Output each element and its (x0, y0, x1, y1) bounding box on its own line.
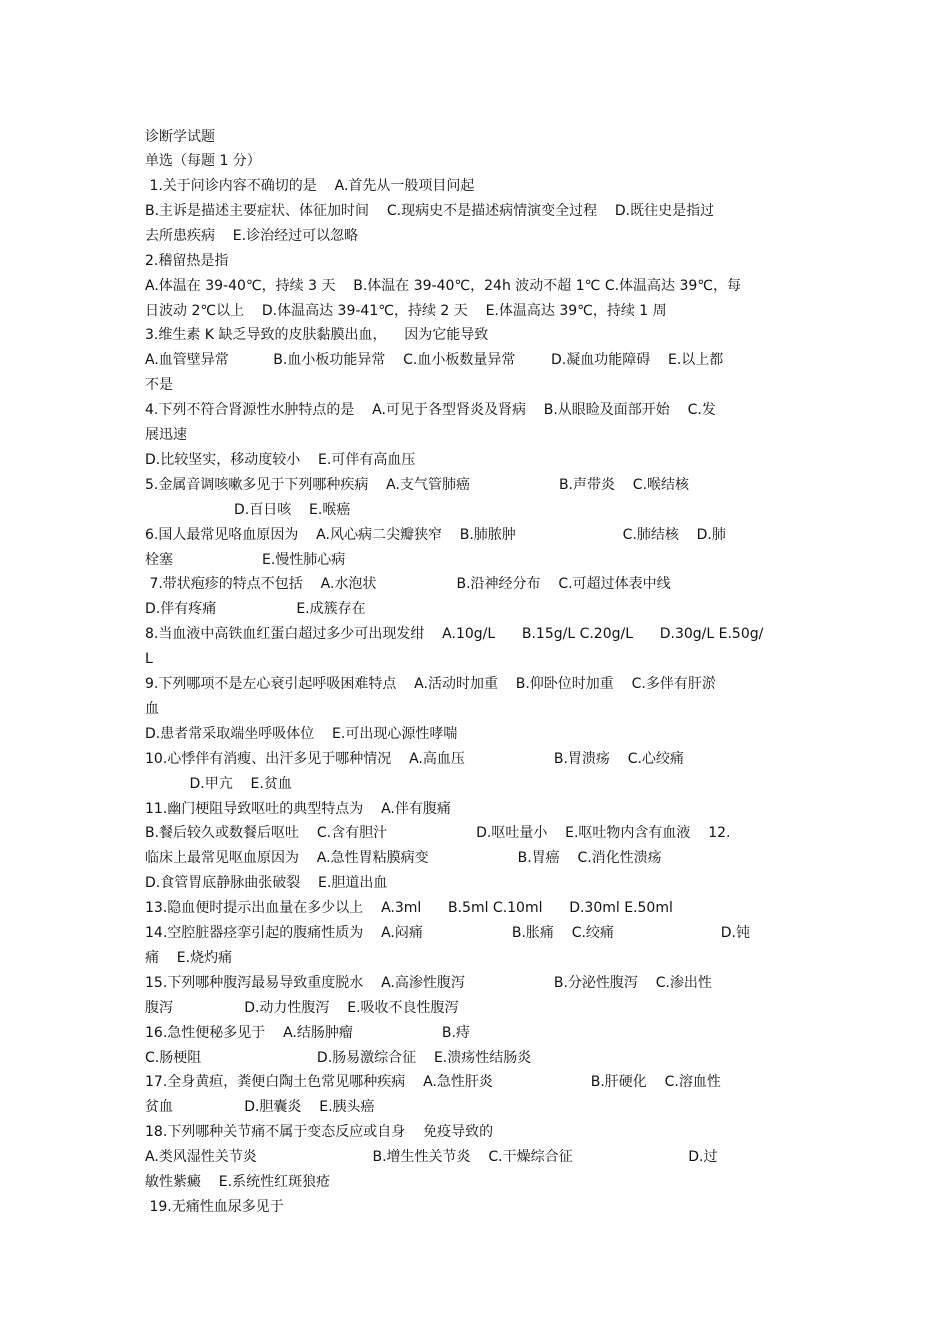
text-line: 日波动 2℃以上 D.体温高达 39-41℃，持续 2 天 E.体温高达 39℃，持续 1 周 (145, 302, 667, 319)
text-line: D.伴有疼痛 E.成簇存在 (145, 601, 366, 618)
text-line: 4.下列不符合肾源性水肿特点的是 A.可见于各型肾炎及肾病 B.从眼睑及面部开始 C.发 (145, 402, 716, 419)
text-line: 栓塞 E.慢性肺心病 (145, 551, 346, 568)
text-line: 5.金属音调咳嗽多见于下列哪种疾病 A.支气管肺癌 B.声带炎 C.喉结核 (145, 476, 690, 493)
text-line: 血 (145, 700, 159, 717)
text-line: 1.关于问诊内容不确切的是 A.首先从一般项目问起 (145, 178, 475, 194)
text-line: 贫血 D.胆囊炎 E.胰头癌 (145, 1099, 375, 1116)
text-line: A.类风湿性关节炎 B.增生性关节炎 C.干燥综合征 D.过 (145, 1149, 718, 1166)
text-line: 17.全身黄疸，粪便白陶土色常见哪种疾病 A.急性肝炎 B.肝硬化 C.溶血性 (145, 1074, 721, 1091)
text-line: D.百日咳 E.喉癌 (145, 501, 351, 518)
text-line: 9.下列哪项不是左心衰引起呼吸困难特点 A.活动时加重 B.仰卧位时加重 C.多伴有肝淤 (145, 676, 716, 692)
text-line: 18.下列哪种关节痛不属于变态反应或自身 免疫导致的 (145, 1124, 494, 1141)
text-line: 10.心悸伴有消瘦、出汗多见于哪种情况 A.高血压 B.胃溃疡 C.心绞痛 (145, 750, 684, 767)
text-line: A.体温在 39-40℃，持续 3 天 B.体温在 39-40℃，24h 波动不超 1℃ C.体温高达 39℃，每 (145, 277, 742, 294)
text-line: D.食管胃底静脉曲张破裂 E.胆道出血 (145, 875, 388, 892)
text-line: 去所患疾病 E.诊治经过可以忽略 (145, 227, 359, 244)
text-line: L (145, 651, 153, 668)
text-line: 3.维生素 K 缺乏导致的皮肤黏膜出血， 因为它能导致 (145, 327, 489, 344)
text-line: 8.当血液中高铁血红蛋白超过多少可出现发绀 A.10g/L B.15g/L C.20g/L D.30g/L E.50g/ (145, 626, 764, 643)
text-line: 13.隐血便时提示出血量在多少以上 A.3ml B.5ml C.10ml D.30ml E.50ml (145, 900, 673, 917)
text-line: 11.幽门梗阻导致呕吐的典型特点为 A.伴有腹痛 (145, 800, 451, 817)
text-line: D.甲亢 E.贫血 (145, 775, 292, 792)
text-line: 6.国人最常见咯血原因为 A.风心病二尖瓣狭窄 B.肺脓肿 C.肺结核 D.肺 (145, 526, 726, 543)
text-line: 2.稽留热是指 (145, 252, 229, 269)
text-line: 16.急性便秘多见于 A.结肠肿瘤 B.痔 (145, 1024, 470, 1041)
text-line: 痛 E.烧灼痛 (145, 949, 233, 966)
text-line: A.血管壁异常 B.血小板功能异常 C.血小板数量异常 D.凝血功能障碍 E.以上都 (145, 352, 724, 369)
text-line: C.肠梗阻 D.肠易激综合征 E.溃疡性结肠炎 (145, 1049, 532, 1066)
text-line: 19.无痛性血尿多见于 (145, 1198, 284, 1215)
text-line: 展迅速 (145, 427, 187, 443)
text-line: 腹泻 D.动力性腹泻 E.吸收不良性腹泻 (145, 999, 459, 1016)
text-line: 7.带状疱疹的特点不包括 A.水泡状 B.沿神经分布 C.可超过体表中线 (145, 576, 671, 593)
text-line: B.主诉是描述主要症状、体征加时间 C.现病史不是描述病情演变全过程 D.既往史是指过 (145, 202, 715, 219)
text-line: 临床上最常见呕血原因为 A.急性胃粘膜病变 B.胃癌 C.消化性溃疡 (145, 850, 662, 867)
text-line: 14.空腔脏器痉挛引起的腹痛性质为 A.闷痛 B.胀痛 C.绞痛 D.钝 (145, 925, 750, 941)
section-heading: 单选（每题 1 分） (145, 153, 261, 169)
text-line: D.比较坚实，移动度较小 E.可伴有高血压 (145, 451, 416, 468)
text-line: 15.下列哪种腹泻最易导致重度脱水 A.高渗性腹泻 B.分泌性腹泻 C.渗出性 (145, 974, 712, 991)
document-title: 诊断学试题 (145, 129, 215, 145)
text-line: B.餐后较久或数餐后呕吐 C.含有胆汁 D.呕吐量小 E.呕吐物内含有血液 12. (145, 825, 731, 842)
text-line: 敏性紫癜 E.系统性红斑狼疮 (145, 1174, 331, 1190)
text-line: 不是 (145, 377, 173, 394)
text-line: D.患者常采取端坐呼吸体位 E.可出现心源性哮喘 (145, 725, 458, 742)
